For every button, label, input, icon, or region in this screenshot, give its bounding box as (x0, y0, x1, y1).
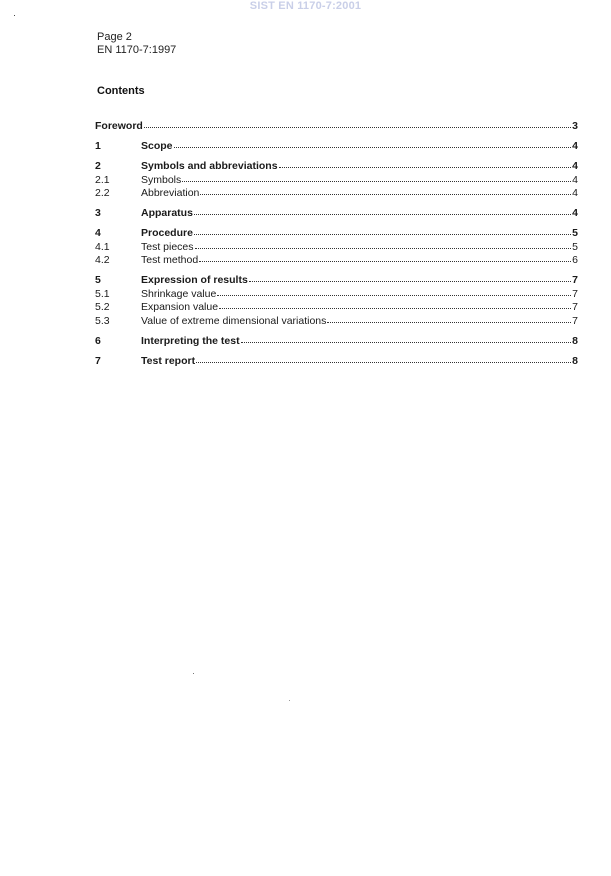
toc-entry-number: 4.2 (95, 254, 110, 266)
toc-dot-leader (279, 157, 571, 168)
toc-dot-leader (217, 285, 571, 296)
toc-entry-title: Abbreviation (141, 187, 200, 199)
toc-entry-title: Shrinkage value (141, 287, 217, 300)
toc-entry-page: 6 (572, 254, 578, 266)
toc-dot-leader (144, 117, 571, 128)
toc-entry-title: Value of extreme dimensional variations (141, 314, 327, 327)
toc-entry-page: 4 (572, 173, 578, 186)
toc-entry (95, 205, 578, 219)
toc-entry (95, 118, 578, 132)
toc-entry-page: 4 (572, 160, 578, 172)
toc-entry-page: 4 (572, 187, 578, 199)
watermark-text: SIST EN 1170-7:2001 (249, 0, 362, 12)
table-of-contents (95, 118, 578, 366)
toc-dot-leader (196, 352, 571, 363)
toc-entry-title: Expansion value (141, 301, 219, 313)
toc-entry-title: Foreword (95, 120, 143, 132)
toc-entry-title: Scope (141, 140, 173, 152)
toc-dot-leader (219, 298, 571, 309)
toc-entry-title: Procedure (141, 227, 193, 239)
toc-entry (95, 158, 578, 172)
toc-dot-leader (194, 204, 571, 215)
toc-entry-page: 7 (572, 274, 578, 286)
toc-entry-page: 8 (572, 334, 578, 347)
toc-dot-leader (199, 251, 571, 262)
toc-dot-leader (195, 238, 571, 249)
toc-entry-page: 7 (572, 314, 578, 327)
scan-speck (289, 700, 290, 701)
toc-entry-number: 7 (95, 354, 101, 367)
toc-entry (95, 138, 578, 152)
toc-entry-number: 5.3 (95, 314, 110, 327)
toc-entry-page: 5 (572, 227, 578, 239)
toc-dot-leader (241, 332, 571, 343)
toc-entry (95, 252, 578, 266)
toc-entry-number: 5.1 (95, 287, 110, 300)
standard-reference: EN 1170-7:1997 (97, 44, 177, 56)
toc-entry (95, 272, 578, 286)
page-header (97, 31, 176, 57)
toc-dot-leader (174, 137, 571, 148)
toc-entry-title: Symbols and abbreviations (141, 160, 278, 172)
toc-entry-page: 3 (572, 120, 578, 132)
toc-entry-page: 7 (572, 287, 578, 300)
toc-entry-number: 2 (95, 160, 101, 172)
toc-entry-number: 5 (95, 274, 101, 286)
toc-entry (95, 172, 578, 186)
toc-entry-number: 2.2 (95, 187, 110, 199)
toc-dot-leader (327, 312, 571, 323)
toc-entry-title: Interpreting the test (141, 334, 240, 347)
toc-dot-leader (249, 271, 571, 282)
toc-entry (95, 333, 578, 347)
toc-entry (95, 313, 578, 327)
toc-entry-title: Test pieces (141, 240, 194, 253)
toc-dot-leader (194, 224, 571, 235)
toc-entry-title: Test method (141, 254, 199, 266)
toc-entry (95, 225, 578, 239)
toc-entry-title: Symbols (141, 173, 182, 186)
toc-entry (95, 286, 578, 300)
toc-entry-number: 6 (95, 334, 101, 347)
toc-entry-number: 3 (95, 207, 101, 219)
toc-entry-page: 4 (572, 140, 578, 152)
toc-entry-number: 4 (95, 227, 101, 239)
toc-dot-leader (182, 171, 571, 182)
toc-dot-leader (200, 184, 571, 195)
toc-entry (95, 299, 578, 313)
toc-entry-title: Expression of results (141, 274, 248, 286)
toc-entry-page: 7 (572, 301, 578, 313)
toc-entry-page: 8 (572, 354, 578, 367)
contents-heading: Contents (97, 85, 145, 97)
toc-entry-page: 5 (572, 240, 578, 253)
toc-entry (95, 353, 578, 367)
toc-entry (95, 185, 578, 199)
page-number-label: Page 2 (97, 31, 132, 43)
scan-speck (193, 673, 194, 674)
toc-entry-number: 5.2 (95, 301, 110, 313)
scan-speck (14, 15, 15, 16)
toc-entry (95, 239, 578, 253)
toc-entry-title: Apparatus (141, 207, 193, 219)
toc-entry-number: 4.1 (95, 240, 110, 253)
toc-entry-number: 2.1 (95, 173, 110, 186)
toc-entry-title: Test report (141, 354, 196, 367)
toc-entry-number: 1 (95, 140, 101, 152)
toc-entry-page: 4 (572, 207, 578, 219)
